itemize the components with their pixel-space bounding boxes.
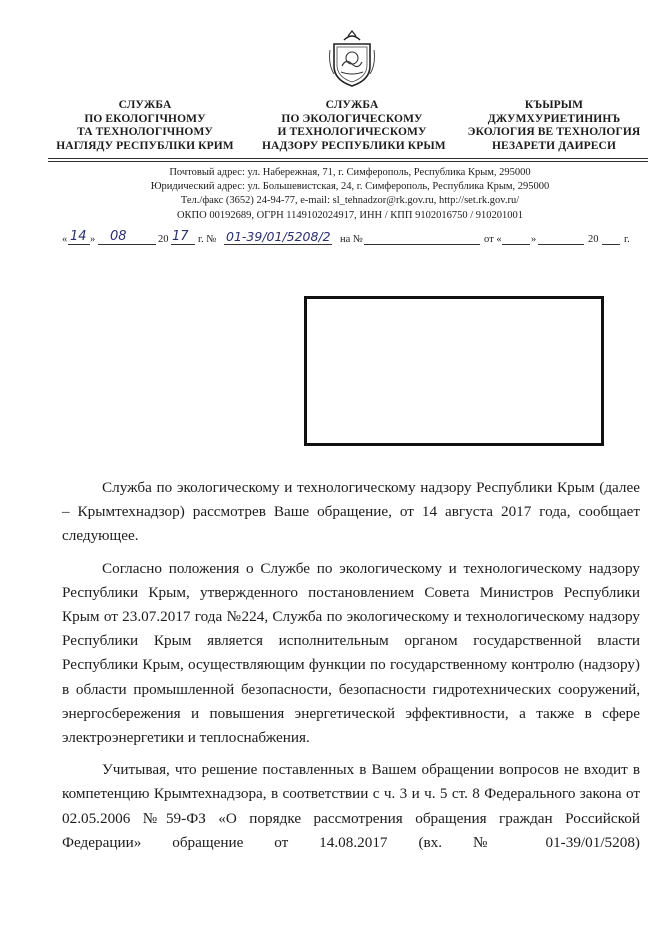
- from-date-label: от «: [484, 234, 502, 245]
- recipient-address-box: [304, 296, 604, 446]
- reference-label: на №: [340, 234, 363, 245]
- contact-block: [100, 166, 600, 223]
- org-crh-line: НЕЗАРЕТИ ДАИРЕСИ: [491, 139, 617, 152]
- org-crh-line: ДЖУМХУРИЕТИНИНЪ: [487, 112, 621, 125]
- org-name-ukrainian: [50, 99, 240, 153]
- year2-underline: [602, 244, 620, 245]
- number-underline: [224, 244, 332, 245]
- year2-label: г.: [624, 234, 630, 245]
- date-close-quote: »: [90, 234, 96, 245]
- handwritten-month: 08: [110, 229, 127, 244]
- number-label: г. №: [198, 234, 217, 245]
- year-prefix: 20: [158, 234, 169, 245]
- year2-prefix: 20: [588, 234, 599, 245]
- coat-of-arms-emblem: [328, 30, 376, 88]
- body-paragraph: Согласно положения о Службе по экологическому и технологическому надзору Республики Крым, утвержденного постановлением Совета Министров Республики Крым от 23.07.2017 года №224, Служба по экологическому и технологическому надзору Республики Крым является исполнительным органом государственной власти Республики Крым, осуществляющим функции по государственному контролю (надзору) в области промышленной безопасности, безопасности гидротехнических сооружений, энергосбережения и повышения энергетической эффективности, а также в сфере электроэнергетики и теплоснабжения.: [62, 559, 640, 747]
- org-ru-line: СЛУЖБА: [325, 99, 379, 111]
- org-ua-line: ТА ТЕХНОЛОГІЧНОМУ: [77, 126, 213, 138]
- header-divider: [48, 158, 648, 159]
- registry-codes: ОКПО 00192689, ОГРН 1149102024917, ИНН / КПП 9102016750 / 910201001: [176, 209, 524, 221]
- org-name-russian: [262, 99, 446, 153]
- reference-underline: [364, 244, 480, 245]
- from-close-quote: »: [531, 234, 537, 245]
- handwritten-day: 14: [70, 229, 87, 244]
- from-day-underline: [502, 244, 530, 245]
- letter-body: [62, 476, 640, 855]
- org-ru-line: ПО ЭКОЛОГИЧЕСКОМУ: [281, 112, 423, 125]
- org-ru-line: И ТЕХНОЛОГИЧЕСКОМУ: [277, 126, 427, 138]
- day-underline: [68, 244, 90, 245]
- date-open-quote: «: [62, 234, 68, 245]
- org-ua-line: НАГЛЯДУ РЕСПУБЛІКИ КРИМ: [56, 139, 234, 152]
- handwritten-year: 17: [172, 229, 189, 244]
- org-crh-line: КЪЫРЫМ: [524, 99, 584, 111]
- org-ua-line: ПО ЕКОЛОГІЧНОМУ: [84, 112, 206, 125]
- body-paragraph: Служба по экологическому и технологическому надзору Республики Крым (далее – Крымтехнадзор) рассмотрев Ваше обращение, от 14 августа 2017 года, сообщает следующее.: [62, 479, 640, 545]
- header-divider: [48, 161, 648, 162]
- registration-line: [62, 230, 662, 248]
- phone-email: Тел./факс (3652) 24-94-77, e-mail: sl_tehnadzor@rk.gov.ru, http://set.rk.gov.ru/: [180, 195, 520, 207]
- postal-address: Почтовый адрес: ул. Набережная, 71, г. Симферополь, Республика Крым, 295000: [169, 167, 531, 178]
- org-ua-line: СЛУЖБА: [118, 99, 172, 111]
- handwritten-number: 01-39/01/5208/2: [226, 229, 331, 244]
- body-paragraph: Учитывая, что решение поставленных в Вашем обращении вопросов не входит в компетенцию Крымтехнадзора, в соответствии с ч. 3 и ч. 5 ст. 8 Федерального закона от 02.05.2006 №59-ФЗ «О порядке рассмотрения обращения граждан Российской Федерации» обращение от 14.08.2017 (вх. № 01-39/01/5208): [62, 761, 640, 851]
- org-ru-line: НАДЗОРУ РЕСПУБЛИКИ КРЫМ: [262, 139, 446, 152]
- org-name-crimean-tatar: [456, 99, 652, 153]
- org-crh-line: ЭКОЛОГИЯ ВЕ ТЕХНОЛОГИЯ: [467, 126, 641, 138]
- legal-address: Юридический адрес: ул. Большевистская, 24, г. Симферополь, Республика Крым, 295000: [150, 181, 550, 193]
- from-month-underline: [538, 244, 584, 245]
- year-underline: [171, 244, 195, 245]
- month-underline: [98, 244, 156, 245]
